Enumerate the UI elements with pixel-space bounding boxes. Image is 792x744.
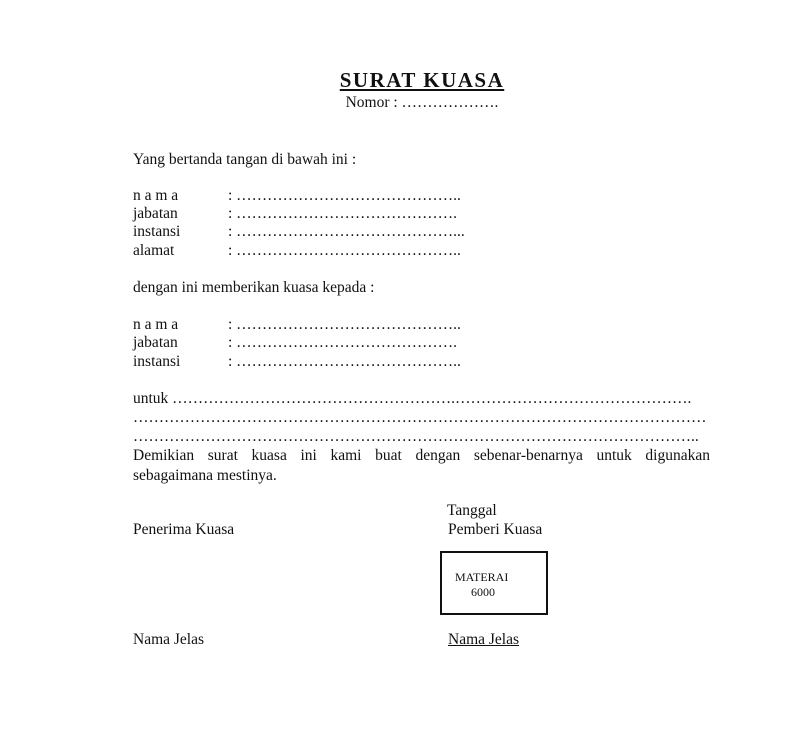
stamp-label: MATERAI [455,570,509,584]
receiver-title: Penerima Kuasa [133,521,235,538]
receiver-value-position: : ……………………………………. [228,334,458,351]
receiver-name: Nama Jelas [133,631,205,648]
purpose-line-1: untuk ……………………………………………….………………………………………. [133,390,692,407]
date-label: Tanggal [447,502,497,519]
closing-line-2: sebagaimana mestinya. [133,467,277,484]
giver-name: Nama Jelas [448,631,520,648]
stamp-value: 6000 [471,585,495,599]
giver-value-position: : ……………………………………. [228,205,458,222]
giver-title: Pemberi Kuasa [448,521,543,538]
receiver-value-name: : …………………………………….. [228,316,461,333]
stamp-box [440,551,548,615]
document-number: Nomor : ………………. [345,94,499,111]
giver-label-position: jabatan [133,205,178,222]
intro-text: Yang bertanda tangan di bawah ini : [133,151,357,168]
document-title: SURAT KUASA [339,68,505,92]
giver-value-agency: : ……………………………………... [228,223,465,240]
giver-label-address: alamat [133,242,175,259]
grant-text: dengan ini memberikan kuasa kepada : [133,279,375,296]
purpose-line-3: ……………………………………………………………………………………………….. [133,428,699,445]
giver-label-name: n a m a [133,187,179,204]
receiver-label-name: n a m a [133,316,179,333]
giver-value-name: : …………………………………….. [228,187,461,204]
giver-value-address: : …………………………………….. [228,242,461,259]
receiver-label-position: jabatan [133,334,178,351]
closing-line-1: Demikian surat kuasa ini kami buat dengan sebenar-benarnya untuk digunakan [133,447,710,464]
purpose-line-2: ………………………………………………………………………………………………… [133,409,707,426]
giver-label-agency: instansi [133,223,181,240]
receiver-label-agency: instansi [133,353,181,370]
receiver-value-agency: : …………………………………….. [228,353,461,370]
